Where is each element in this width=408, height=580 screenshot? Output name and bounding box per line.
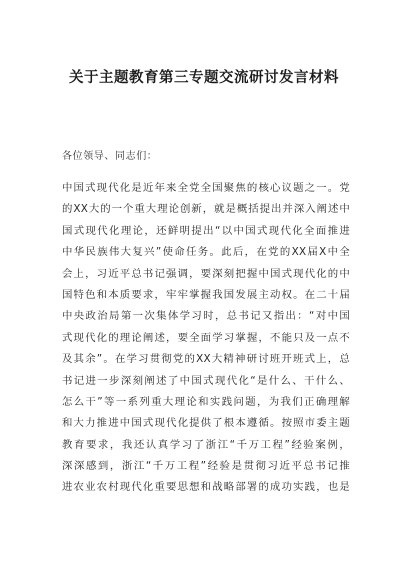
- body-line: 的XX大的一个重大理论创新，就是概括提出并深入阐述中: [62, 203, 350, 216]
- body-line: 国特色和本质要求，牢牢掌握我国发展主动权。在二十届: [62, 288, 350, 301]
- body-paragraph: [62, 178, 350, 499]
- body-line: 中央政治局第一次集体学习时，总书记又指出：“对中国: [62, 310, 350, 323]
- document-title: 关于主题教育第三专题交流研讨发言材料: [69, 70, 339, 86]
- body-line: 教育要求，我还认真学习了浙江“千万工程”经验案例，: [62, 438, 350, 451]
- body-line: 中国式现代化是近年来全党全国聚焦的核心议题之一。党: [62, 182, 350, 194]
- body-line: 中华民族伟大复兴”使命任务。此后，在党的XX届X中全: [62, 246, 350, 259]
- body-line: 进农业农村现代化重要思想和战略部署的成功实践，也是: [62, 481, 350, 494]
- body-line: 怎么干”等一系列重大理论和实践问题，为我们正确理解: [62, 395, 350, 408]
- salutation: 各位领导、同志们：: [62, 151, 158, 162]
- body-line: 式现代化的理论阐述，要全面学习掌握，不能只及一点不: [62, 331, 350, 344]
- body-line: 深深感到，浙江“千万工程”经验是贯彻习近平总书记推: [62, 460, 350, 473]
- body-line: 和大力推进中国式现代化提供了根本遵循。按照市委主题: [62, 417, 350, 430]
- body-line: 书记进一步深刻阐述了中国式现代化“是什么、干什么、: [62, 374, 350, 387]
- body-line: 会上，习近平总书记强调，要深刻把握中国式现代化的中: [62, 267, 350, 280]
- body-line: 国式现代化理论，还鲜明提出“以中国式现代化全面推进: [62, 224, 350, 237]
- body-line: 及其余”。在学习贯彻党的XX大精神研讨班开班式上，总: [62, 353, 350, 366]
